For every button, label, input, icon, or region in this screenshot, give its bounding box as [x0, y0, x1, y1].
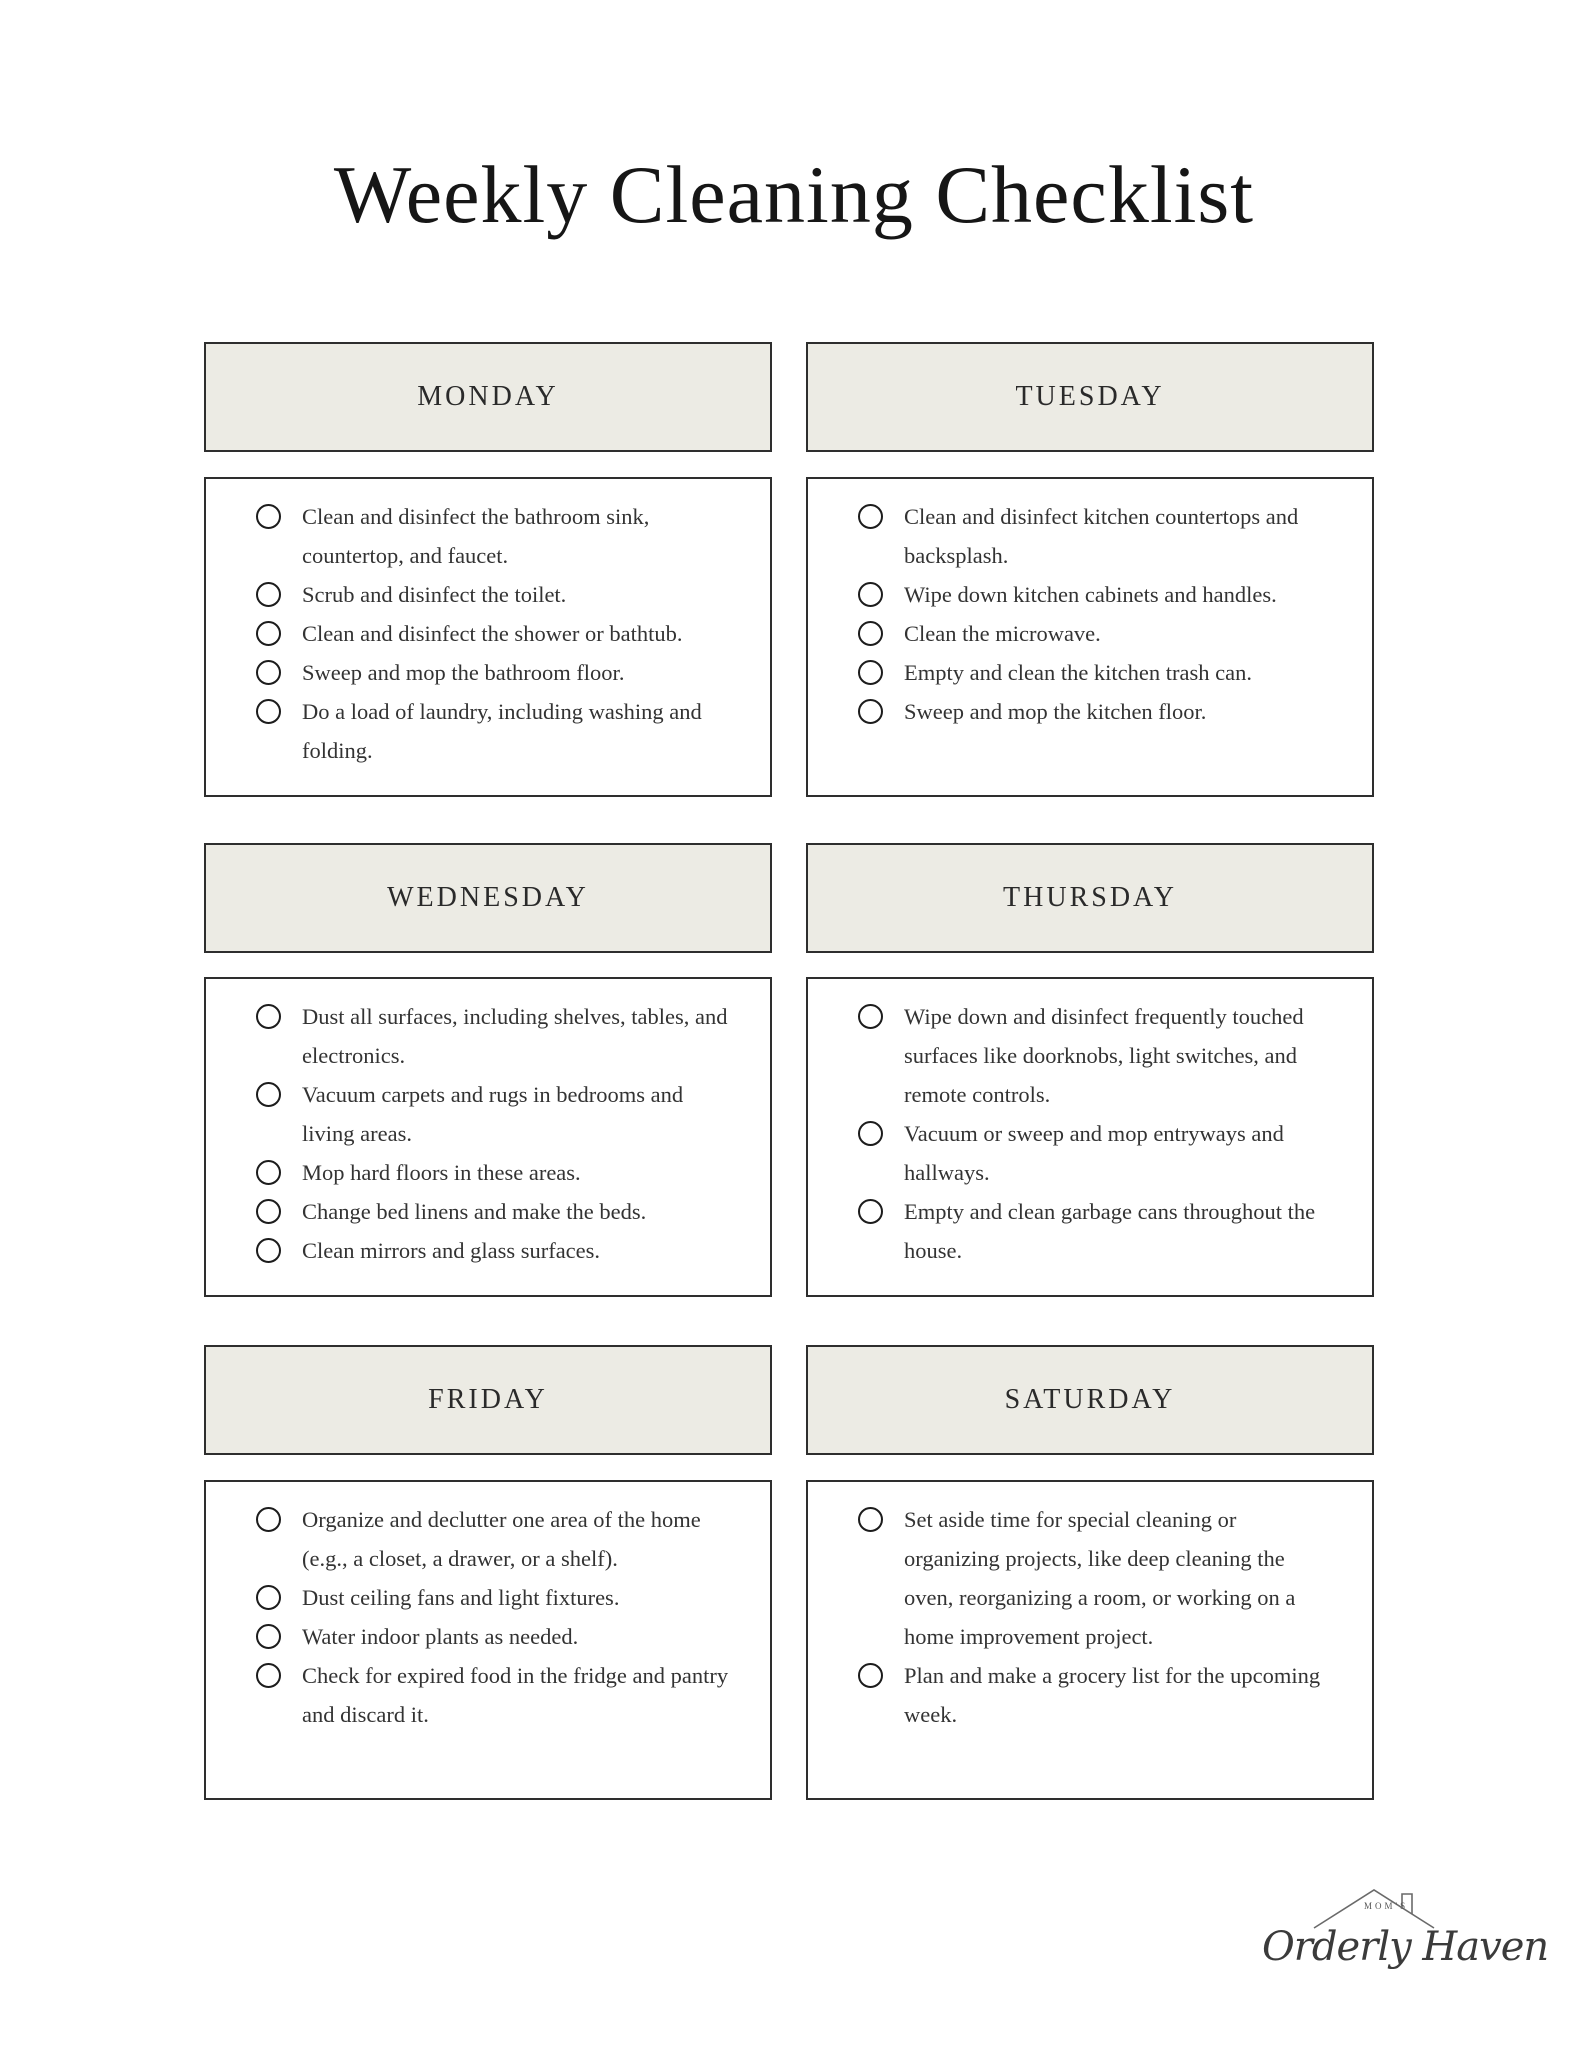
task-item [254, 1075, 734, 1153]
task-item [856, 1500, 1336, 1656]
checkbox-circle[interactable] [256, 1238, 281, 1263]
task-label: Sweep and mop the kitchen floor. [904, 699, 1207, 724]
task-item [254, 1500, 734, 1578]
task-item [254, 653, 734, 692]
task-list-tuesday [856, 497, 1336, 731]
task-item [254, 1231, 734, 1270]
task-label: Vacuum carpets and rugs in bedrooms and living areas. [302, 1082, 684, 1146]
checkbox-circle[interactable] [256, 699, 281, 724]
task-item [856, 692, 1336, 731]
checkbox-circle[interactable] [256, 660, 281, 685]
day-header-thursday: THURSDAY [806, 843, 1374, 953]
checkbox-circle[interactable] [858, 1004, 883, 1029]
checkbox-circle[interactable] [256, 582, 281, 607]
day-header-saturday: SATURDAY [806, 1345, 1374, 1455]
checkbox-circle[interactable] [858, 1199, 883, 1224]
task-label: Clean and disinfect the bathroom sink, countertop, and faucet. [302, 504, 650, 568]
task-label: Clean the microwave. [904, 621, 1101, 646]
checkbox-circle[interactable] [858, 621, 883, 646]
task-label: Empty and clean garbage cans throughout the house. [904, 1199, 1316, 1263]
checkbox-circle[interactable] [256, 1004, 281, 1029]
checkbox-circle[interactable] [256, 1585, 281, 1610]
page-title: Weekly Cleaning Checklist [333, 149, 1255, 240]
task-label: Wipe down and disinfect frequently touched surfaces like doorknobs, light switches, and remote controls. [904, 1004, 1304, 1107]
task-item [856, 1192, 1336, 1270]
checkbox-circle[interactable] [858, 1507, 883, 1532]
day-header-tuesday: TUESDAY [806, 342, 1374, 452]
task-item [856, 653, 1336, 692]
day-header-friday: FRIDAY [204, 1345, 772, 1455]
task-label: Sweep and mop the bathroom floor. [302, 660, 625, 685]
checkbox-circle[interactable] [858, 504, 883, 529]
task-item [856, 614, 1336, 653]
task-list-thursday [856, 997, 1336, 1270]
logo-small-text: MOM'S [1364, 1901, 1409, 1911]
task-list-monday [254, 497, 734, 770]
day-card-tuesday [806, 477, 1374, 797]
checkbox-circle[interactable] [256, 1663, 281, 1688]
task-item [856, 1114, 1336, 1192]
task-list-saturday [856, 1500, 1336, 1734]
day-card-thursday [806, 977, 1374, 1297]
task-item [254, 1617, 734, 1656]
task-label: Clean mirrors and glass surfaces. [302, 1238, 601, 1263]
task-label: Scrub and disinfect the toilet. [302, 582, 567, 607]
task-label: Empty and clean the kitchen trash can. [904, 660, 1252, 685]
task-label: Mop hard floors in these areas. [302, 1160, 581, 1185]
checkbox-circle[interactable] [256, 621, 281, 646]
task-label: Clean and disinfect kitchen countertops and backsplash. [904, 504, 1299, 568]
checkbox-circle[interactable] [858, 1121, 883, 1146]
checkbox-circle[interactable] [858, 1663, 883, 1688]
checkbox-circle[interactable] [858, 582, 883, 607]
logo-script-text: Orderly Haven [1262, 1924, 1549, 1970]
checkbox-circle[interactable] [256, 1082, 281, 1107]
task-label: Dust ceiling fans and light fixtures. [302, 1585, 620, 1610]
task-list-wednesday [254, 997, 734, 1270]
task-item [856, 1656, 1336, 1734]
task-label: Change bed linens and make the beds. [302, 1199, 647, 1224]
checkbox-circle[interactable] [256, 1507, 281, 1532]
task-label: Water indoor plants as needed. [302, 1624, 579, 1649]
task-item [254, 1153, 734, 1192]
checkbox-circle[interactable] [256, 1624, 281, 1649]
task-item [254, 497, 734, 575]
day-header-monday: MONDAY [204, 342, 772, 452]
task-item [856, 497, 1336, 575]
checkbox-circle[interactable] [858, 699, 883, 724]
task-label: Organize and declutter one area of the home (e.g., a closet, a drawer, or a shelf). [302, 1507, 701, 1571]
task-item [254, 997, 734, 1075]
task-label: Wipe down kitchen cabinets and handles. [904, 582, 1277, 607]
task-item [254, 1578, 734, 1617]
task-item [856, 575, 1336, 614]
task-list-friday [254, 1500, 734, 1734]
task-label: Clean and disinfect the shower or bathtub. [302, 621, 683, 646]
task-item [254, 575, 734, 614]
day-card-wednesday [204, 977, 772, 1297]
checkbox-circle[interactable] [256, 504, 281, 529]
checkbox-circle[interactable] [256, 1160, 281, 1185]
task-label: Dust all surfaces, including shelves, tables, and electronics. [302, 1004, 728, 1068]
task-label: Set aside time for special cleaning or organizing projects, like deep cleaning the oven, reorganizing a room, or working on a home improvement project. [904, 1507, 1296, 1649]
task-item [254, 1656, 734, 1734]
checkbox-circle[interactable] [256, 1199, 281, 1224]
task-item [856, 997, 1336, 1114]
brand-logo [1252, 1880, 1549, 1990]
checkbox-circle[interactable] [858, 660, 883, 685]
day-card-monday [204, 477, 772, 797]
task-item [254, 614, 734, 653]
task-item [254, 692, 734, 770]
day-card-saturday [806, 1480, 1374, 1800]
day-header-wednesday: WEDNESDAY [204, 843, 772, 953]
task-label: Vacuum or sweep and mop entryways and hallways. [904, 1121, 1284, 1185]
task-item [254, 1192, 734, 1231]
task-label: Plan and make a grocery list for the upcoming week. [904, 1663, 1321, 1727]
task-label: Do a load of laundry, including washing and folding. [302, 699, 702, 763]
day-card-friday [204, 1480, 772, 1800]
task-label: Check for expired food in the fridge and pantry and discard it. [302, 1663, 729, 1727]
